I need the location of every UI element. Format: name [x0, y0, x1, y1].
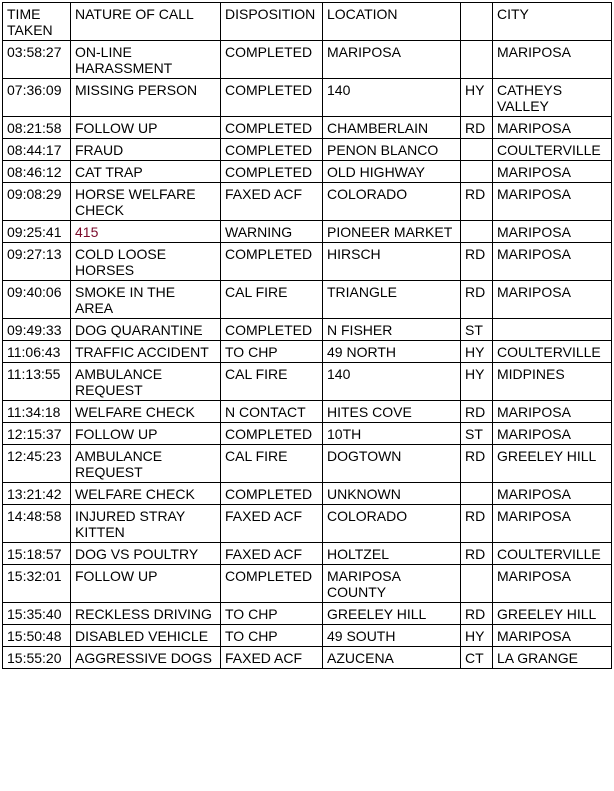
cell-suffix: [461, 161, 493, 183]
cell-time: 08:44:17: [3, 139, 71, 161]
cell-nature: CAT TRAP: [71, 161, 221, 183]
cell-suffix: [461, 41, 493, 79]
cell-suffix: RD: [461, 281, 493, 319]
cell-city: MARIPOSA: [493, 243, 612, 281]
cell-location: PENON BLANCO: [323, 139, 461, 161]
cell-time: 09:40:06: [3, 281, 71, 319]
cell-city: LA GRANGE: [493, 647, 612, 669]
table-row: [3, 647, 612, 669]
cell-time: 08:46:12: [3, 161, 71, 183]
cell-city: MARIPOSA: [493, 183, 612, 221]
cell-time: 11:13:55: [3, 363, 71, 401]
cell-disposition: TO CHP: [221, 625, 323, 647]
cell-location: 49 SOUTH: [323, 625, 461, 647]
cell-disposition: FAXED ACF: [221, 505, 323, 543]
cell-location: AZUCENA: [323, 647, 461, 669]
table-row: [3, 117, 612, 139]
cell-suffix: RD: [461, 183, 493, 221]
cell-location: COLORADO: [323, 505, 461, 543]
cell-time: 09:08:29: [3, 183, 71, 221]
cell-time: 15:35:40: [3, 603, 71, 625]
table-row: [3, 625, 612, 647]
cell-city: COULTERVILLE: [493, 543, 612, 565]
table-row: [3, 483, 612, 505]
cell-location: GREELEY HILL: [323, 603, 461, 625]
table-row: [3, 139, 612, 161]
cell-location: MARIPOSA COUNTY: [323, 565, 461, 603]
cell-city: COULTERVILLE: [493, 341, 612, 363]
cell-city: GREELEY HILL: [493, 445, 612, 483]
cell-nature: MISSING PERSON: [71, 79, 221, 117]
cell-city: CATHEYS VALLEY: [493, 79, 612, 117]
cell-nature: RECKLESS DRIVING: [71, 603, 221, 625]
cell-location: MARIPOSA: [323, 41, 461, 79]
cell-time: 08:21:58: [3, 117, 71, 139]
cell-time: 09:49:33: [3, 319, 71, 341]
header-city: CITY: [493, 3, 612, 41]
call-log-table: [2, 2, 612, 669]
cell-disposition: COMPLETED: [221, 319, 323, 341]
cell-location: 140: [323, 363, 461, 401]
cell-city: MARIPOSA: [493, 161, 612, 183]
cell-nature: WELFARE CHECK: [71, 483, 221, 505]
cell-city: MARIPOSA: [493, 505, 612, 543]
cell-suffix: HY: [461, 341, 493, 363]
cell-nature: FOLLOW UP: [71, 423, 221, 445]
cell-disposition: COMPLETED: [221, 483, 323, 505]
cell-location: 49 NORTH: [323, 341, 461, 363]
table-row: [3, 341, 612, 363]
header-disposition: DISPOSITION: [221, 3, 323, 41]
cell-time: 09:25:41: [3, 221, 71, 243]
cell-time: 11:06:43: [3, 341, 71, 363]
table-row: [3, 221, 612, 243]
cell-city: MARIPOSA: [493, 483, 612, 505]
cell-suffix: RD: [461, 401, 493, 423]
table-row: [3, 445, 612, 483]
cell-city: MARIPOSA: [493, 221, 612, 243]
cell-suffix: HY: [461, 79, 493, 117]
cell-location: HIRSCH: [323, 243, 461, 281]
cell-nature: AMBULANCE REQUEST: [71, 445, 221, 483]
table-row: [3, 603, 612, 625]
cell-suffix: [461, 565, 493, 603]
cell-nature: COLD LOOSE HORSES: [71, 243, 221, 281]
cell-city: [493, 319, 612, 341]
cell-city: MARIPOSA: [493, 281, 612, 319]
table-row: [3, 423, 612, 445]
cell-nature: FOLLOW UP: [71, 565, 221, 603]
cell-disposition: FAXED ACF: [221, 183, 323, 221]
cell-location: HOLTZEL: [323, 543, 461, 565]
cell-nature: ON-LINE HARASSMENT: [71, 41, 221, 79]
cell-location: TRIANGLE: [323, 281, 461, 319]
cell-time: 15:50:48: [3, 625, 71, 647]
cell-suffix: [461, 139, 493, 161]
cell-time: 15:32:01: [3, 565, 71, 603]
cell-suffix: CT: [461, 647, 493, 669]
cell-location: OLD HIGHWAY: [323, 161, 461, 183]
table-row: [3, 565, 612, 603]
cell-location: HITES COVE: [323, 401, 461, 423]
cell-city: MARIPOSA: [493, 41, 612, 79]
cell-disposition: CAL FIRE: [221, 445, 323, 483]
cell-location: UNKNOWN: [323, 483, 461, 505]
table-row: [3, 505, 612, 543]
cell-location: DOGTOWN: [323, 445, 461, 483]
table-row: [3, 79, 612, 117]
cell-city: MIDPINES: [493, 363, 612, 401]
cell-location: PIONEER MARKET: [323, 221, 461, 243]
cell-disposition: CAL FIRE: [221, 363, 323, 401]
cell-nature: AMBULANCE REQUEST: [71, 363, 221, 401]
cell-nature: TRAFFIC ACCIDENT: [71, 341, 221, 363]
table-row: [3, 319, 612, 341]
cell-nature: 415: [71, 221, 221, 243]
cell-nature: FRAUD: [71, 139, 221, 161]
cell-disposition: COMPLETED: [221, 565, 323, 603]
header-location: LOCATION: [323, 3, 461, 41]
table-row: [3, 183, 612, 221]
cell-location: COLORADO: [323, 183, 461, 221]
cell-nature: DISABLED VEHICLE: [71, 625, 221, 647]
cell-city: MARIPOSA: [493, 625, 612, 647]
cell-location: CHAMBERLAIN: [323, 117, 461, 139]
cell-nature: WELFARE CHECK: [71, 401, 221, 423]
cell-disposition: WARNING: [221, 221, 323, 243]
header-nature: NATURE OF CALL: [71, 3, 221, 41]
cell-time: 13:21:42: [3, 483, 71, 505]
cell-suffix: RD: [461, 445, 493, 483]
table-row: [3, 41, 612, 79]
cell-disposition: COMPLETED: [221, 139, 323, 161]
table-row: [3, 161, 612, 183]
cell-time: 14:48:58: [3, 505, 71, 543]
cell-disposition: COMPLETED: [221, 117, 323, 139]
cell-suffix: RD: [461, 243, 493, 281]
table-row: [3, 363, 612, 401]
cell-suffix: RD: [461, 543, 493, 565]
header-time: TIME TAKEN: [3, 3, 71, 41]
cell-city: MARIPOSA: [493, 423, 612, 445]
cell-suffix: [461, 221, 493, 243]
cell-city: MARIPOSA: [493, 117, 612, 139]
cell-time: 15:55:20: [3, 647, 71, 669]
cell-suffix: HY: [461, 625, 493, 647]
table-row: [3, 281, 612, 319]
cell-city: COULTERVILLE: [493, 139, 612, 161]
cell-city: MARIPOSA: [493, 401, 612, 423]
cell-nature: HORSE WELFARE CHECK: [71, 183, 221, 221]
cell-disposition: COMPLETED: [221, 41, 323, 79]
cell-nature: INJURED STRAY KITTEN: [71, 505, 221, 543]
cell-time: 11:34:18: [3, 401, 71, 423]
cell-nature: DOG VS POULTRY: [71, 543, 221, 565]
cell-disposition: COMPLETED: [221, 423, 323, 445]
cell-nature: FOLLOW UP: [71, 117, 221, 139]
cell-location: 140: [323, 79, 461, 117]
cell-time: 03:58:27: [3, 41, 71, 79]
cell-suffix: ST: [461, 319, 493, 341]
cell-nature: DOG QUARANTINE: [71, 319, 221, 341]
cell-time: 09:27:13: [3, 243, 71, 281]
cell-location: 10TH: [323, 423, 461, 445]
header-row: [3, 3, 612, 41]
cell-disposition: FAXED ACF: [221, 543, 323, 565]
cell-disposition: TO CHP: [221, 603, 323, 625]
cell-time: 12:45:23: [3, 445, 71, 483]
cell-time: 12:15:37: [3, 423, 71, 445]
cell-suffix: RD: [461, 603, 493, 625]
cell-location: N FISHER: [323, 319, 461, 341]
cell-disposition: FAXED ACF: [221, 647, 323, 669]
table-row: [3, 401, 612, 423]
header-suffix: [461, 3, 493, 41]
cell-disposition: TO CHP: [221, 341, 323, 363]
table-row: [3, 543, 612, 565]
cell-suffix: RD: [461, 117, 493, 139]
cell-disposition: COMPLETED: [221, 243, 323, 281]
cell-city: GREELEY HILL: [493, 603, 612, 625]
cell-suffix: ST: [461, 423, 493, 445]
cell-city: MARIPOSA: [493, 565, 612, 603]
cell-disposition: COMPLETED: [221, 161, 323, 183]
cell-disposition: N CONTACT: [221, 401, 323, 423]
cell-disposition: COMPLETED: [221, 79, 323, 117]
cell-suffix: [461, 483, 493, 505]
cell-suffix: RD: [461, 505, 493, 543]
cell-nature: AGGRESSIVE DOGS: [71, 647, 221, 669]
cell-disposition: CAL FIRE: [221, 281, 323, 319]
cell-suffix: HY: [461, 363, 493, 401]
table-row: [3, 243, 612, 281]
cell-time: 15:18:57: [3, 543, 71, 565]
cell-time: 07:36:09: [3, 79, 71, 117]
cell-nature: SMOKE IN THE AREA: [71, 281, 221, 319]
